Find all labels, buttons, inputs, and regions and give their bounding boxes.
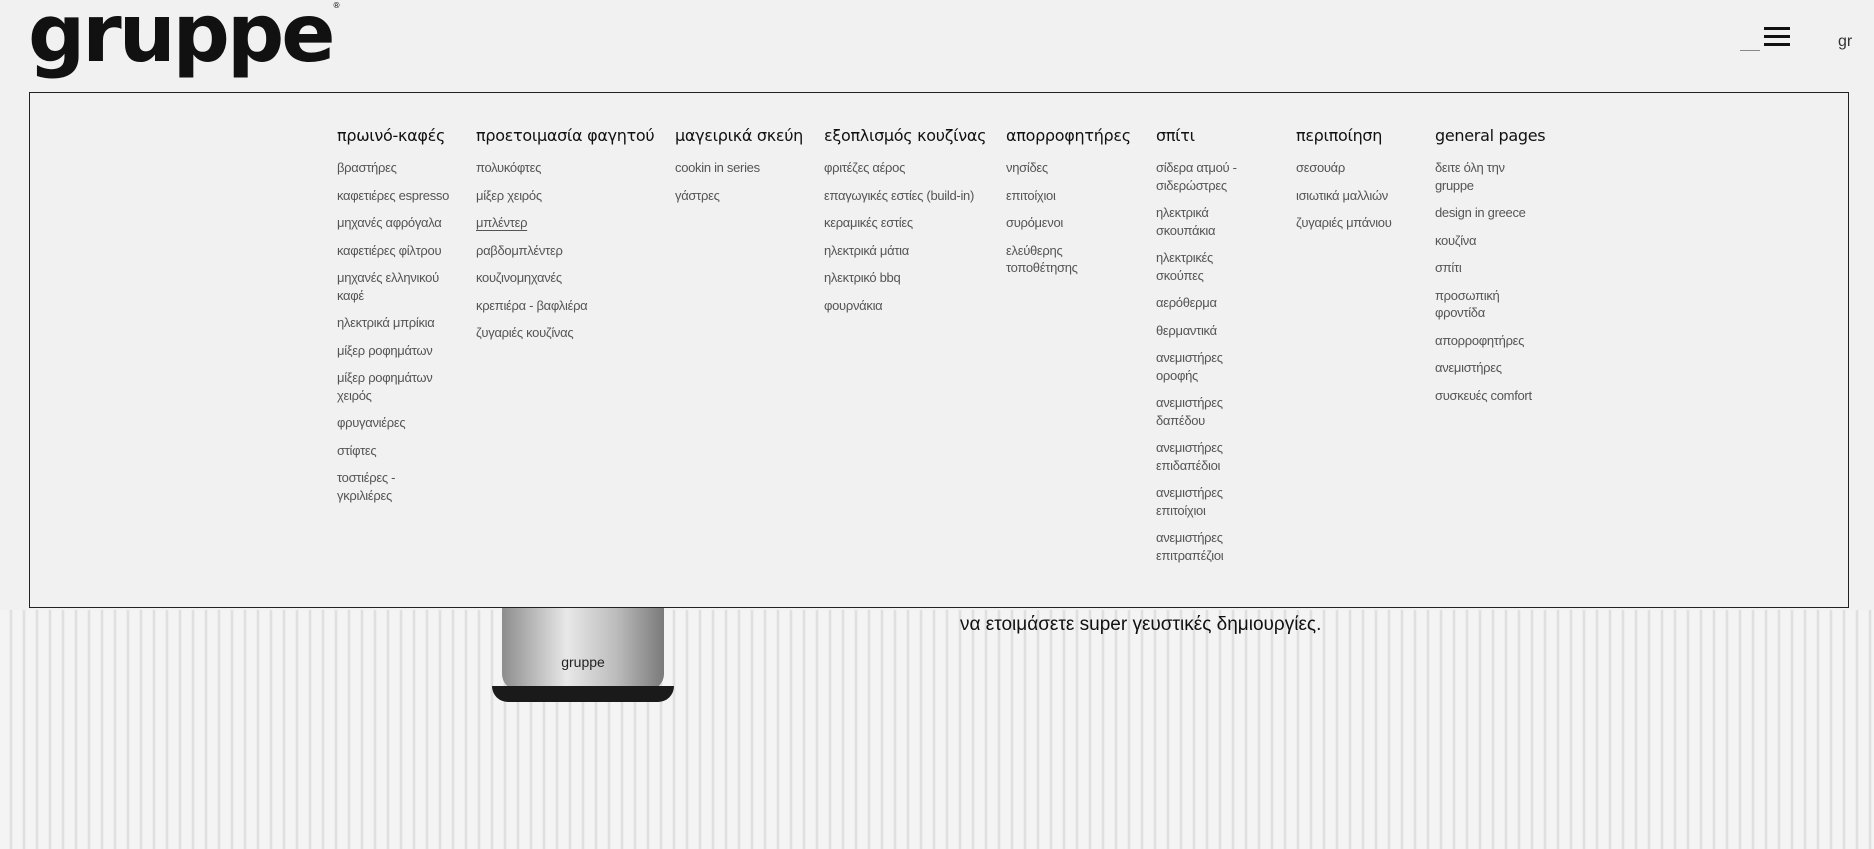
menu-column-food-prep — [476, 126, 656, 352]
menu-item[interactable]: ραβδομπλέντερ — [476, 242, 563, 258]
menu-column-home — [1156, 126, 1256, 574]
menu-item[interactable]: κουζίνα — [1435, 232, 1477, 248]
menu-column-hoods — [1006, 126, 1131, 287]
menu-column-breakfast-coffee — [337, 126, 452, 514]
logo-text: gruppe — [28, 0, 333, 80]
menu-item[interactable]: πολυκόφτες — [476, 160, 542, 175]
menu-item[interactable]: δειτε όλη την gruppe — [1435, 160, 1505, 193]
menu-item[interactable]: συρόμενοι — [1006, 215, 1063, 230]
site-header — [0, 0, 1874, 92]
menu-item[interactable]: προσωπική φροντίδα — [1435, 287, 1500, 320]
menu-column-title[interactable]: προετοιμασία φαγητού — [476, 126, 655, 145]
menu-column-title[interactable]: πρωινό-καφές — [337, 126, 446, 145]
menu-item[interactable]: γάστρες — [675, 187, 720, 203]
menu-column-title[interactable]: general pages — [1435, 126, 1546, 145]
menu-column-title[interactable]: απορροφητήρες — [1006, 126, 1131, 145]
menu-item[interactable]: ηλεκτρικό bbq — [824, 270, 901, 285]
menu-item[interactable]: ανεμιστήρες επιτραπέζιοι — [1156, 530, 1224, 563]
blender-base — [492, 686, 674, 702]
menu-item[interactable]: μίξερ ροφημάτων — [337, 342, 433, 358]
registered-mark: ® — [332, 1, 341, 10]
menu-item[interactable]: ελεύθερης τοποθέτησης — [1006, 242, 1078, 275]
menu-item[interactable]: σεσουάρ — [1296, 160, 1345, 175]
menu-item[interactable]: ισιωτικά μαλλιών — [1296, 187, 1389, 203]
menu-indicator-line — [1740, 50, 1760, 51]
menu-item[interactable]: ανεμιστήρες δαπέδου — [1156, 395, 1223, 428]
menu-item[interactable]: ζυγαριές κουζίνας — [476, 325, 574, 340]
menu-item-label: μπλέντερ — [476, 215, 528, 230]
description-line-2: να ετοιμάσετε super γευστικές δημιουργίες. — [960, 614, 1322, 635]
menu-item[interactable]: σίδερα ατμού - σιδερώστρες — [1156, 160, 1237, 193]
menu-item[interactable]: συσκευές comfort — [1435, 387, 1532, 403]
background-pattern — [0, 610, 1874, 849]
menu-column-kitchen-equipment — [824, 126, 987, 324]
menu-item[interactable]: κουζινομηχανές — [476, 270, 562, 285]
menu-item[interactable]: μηχανές ελληνικού καφέ — [337, 270, 439, 303]
menu-item[interactable]: σπίτι — [1435, 260, 1462, 275]
gruppe-logo[interactable] — [28, 0, 341, 80]
menu-item[interactable]: design in greece — [1435, 205, 1526, 220]
language-switcher[interactable]: gr — [1838, 33, 1853, 50]
menu-item[interactable]: νησίδες — [1006, 160, 1048, 175]
menu-item[interactable]: μίξερ χειρός — [476, 187, 542, 203]
menu-item[interactable]: τοστιέρες - γκριλιέρες — [337, 470, 396, 503]
menu-item[interactable]: cookin in series — [675, 160, 760, 175]
mega-menu — [29, 92, 1849, 608]
menu-column-general-pages — [1435, 126, 1546, 414]
menu-item[interactable]: ανεμιστήρες οροφής — [1156, 350, 1223, 383]
product-brand-label: gruppe — [561, 654, 605, 670]
menu-column-title[interactable]: σπίτι — [1156, 126, 1195, 145]
menu-toggle-button[interactable] — [1736, 24, 1782, 56]
menu-item[interactable]: ανεμιστήρες — [1435, 360, 1502, 375]
menu-item[interactable]: ανεμιστήρες επιτοίχιοι — [1156, 485, 1223, 518]
menu-item-active[interactable] — [476, 214, 656, 232]
menu-column-title[interactable]: μαγειρικά σκεύη — [675, 126, 804, 145]
menu-item[interactable]: επιτοίχιοι — [1006, 187, 1056, 203]
menu-item[interactable]: καφετιέρες espresso — [337, 187, 450, 203]
menu-item[interactable]: μίξερ ροφημάτων χειρός — [337, 370, 433, 403]
menu-item[interactable]: επαγωγικές εστίες (build-in) — [824, 187, 974, 203]
menu-item[interactable]: ηλεκτρικά σκουπάκια — [1156, 205, 1216, 238]
menu-item[interactable]: φρυγανιέρες — [337, 415, 406, 430]
menu-column-personal-care — [1296, 126, 1416, 242]
menu-item[interactable]: απορροφητήρες — [1435, 332, 1525, 348]
menu-item[interactable]: φριτέζες αέρος — [824, 160, 906, 175]
menu-item[interactable]: μηχανές αφρόγαλα — [337, 215, 442, 230]
menu-item[interactable]: κρεπιέρα - βαφλιέρα — [476, 297, 588, 313]
menu-item[interactable]: αερόθερμα — [1156, 295, 1217, 310]
menu-column-title[interactable]: περιποίηση — [1296, 126, 1383, 145]
menu-item[interactable]: ανεμιστήρες επιδαπέδιοι — [1156, 440, 1223, 473]
menu-item[interactable]: κεραμικές εστίες — [824, 215, 913, 230]
menu-item[interactable]: ζυγαριές μπάνιου — [1296, 215, 1392, 230]
menu-item[interactable]: στίφτες — [337, 442, 377, 458]
menu-item[interactable]: ηλεκτρικά μάτια — [824, 242, 909, 258]
menu-item[interactable]: βραστήρες — [337, 160, 397, 175]
menu-item[interactable]: ηλεκτρικά μπρίκια — [337, 315, 435, 330]
menu-column-cookware — [675, 126, 815, 214]
menu-item[interactable]: θερμαντικά — [1156, 322, 1217, 338]
menu-item[interactable]: καφετιέρες φίλτρου — [337, 242, 442, 258]
menu-item[interactable]: φουρνάκια — [824, 297, 883, 313]
menu-item[interactable]: ηλεκτρικές σκούπες — [1156, 250, 1214, 283]
menu-column-title[interactable]: εξοπλισμός κουζίνας — [824, 126, 987, 145]
